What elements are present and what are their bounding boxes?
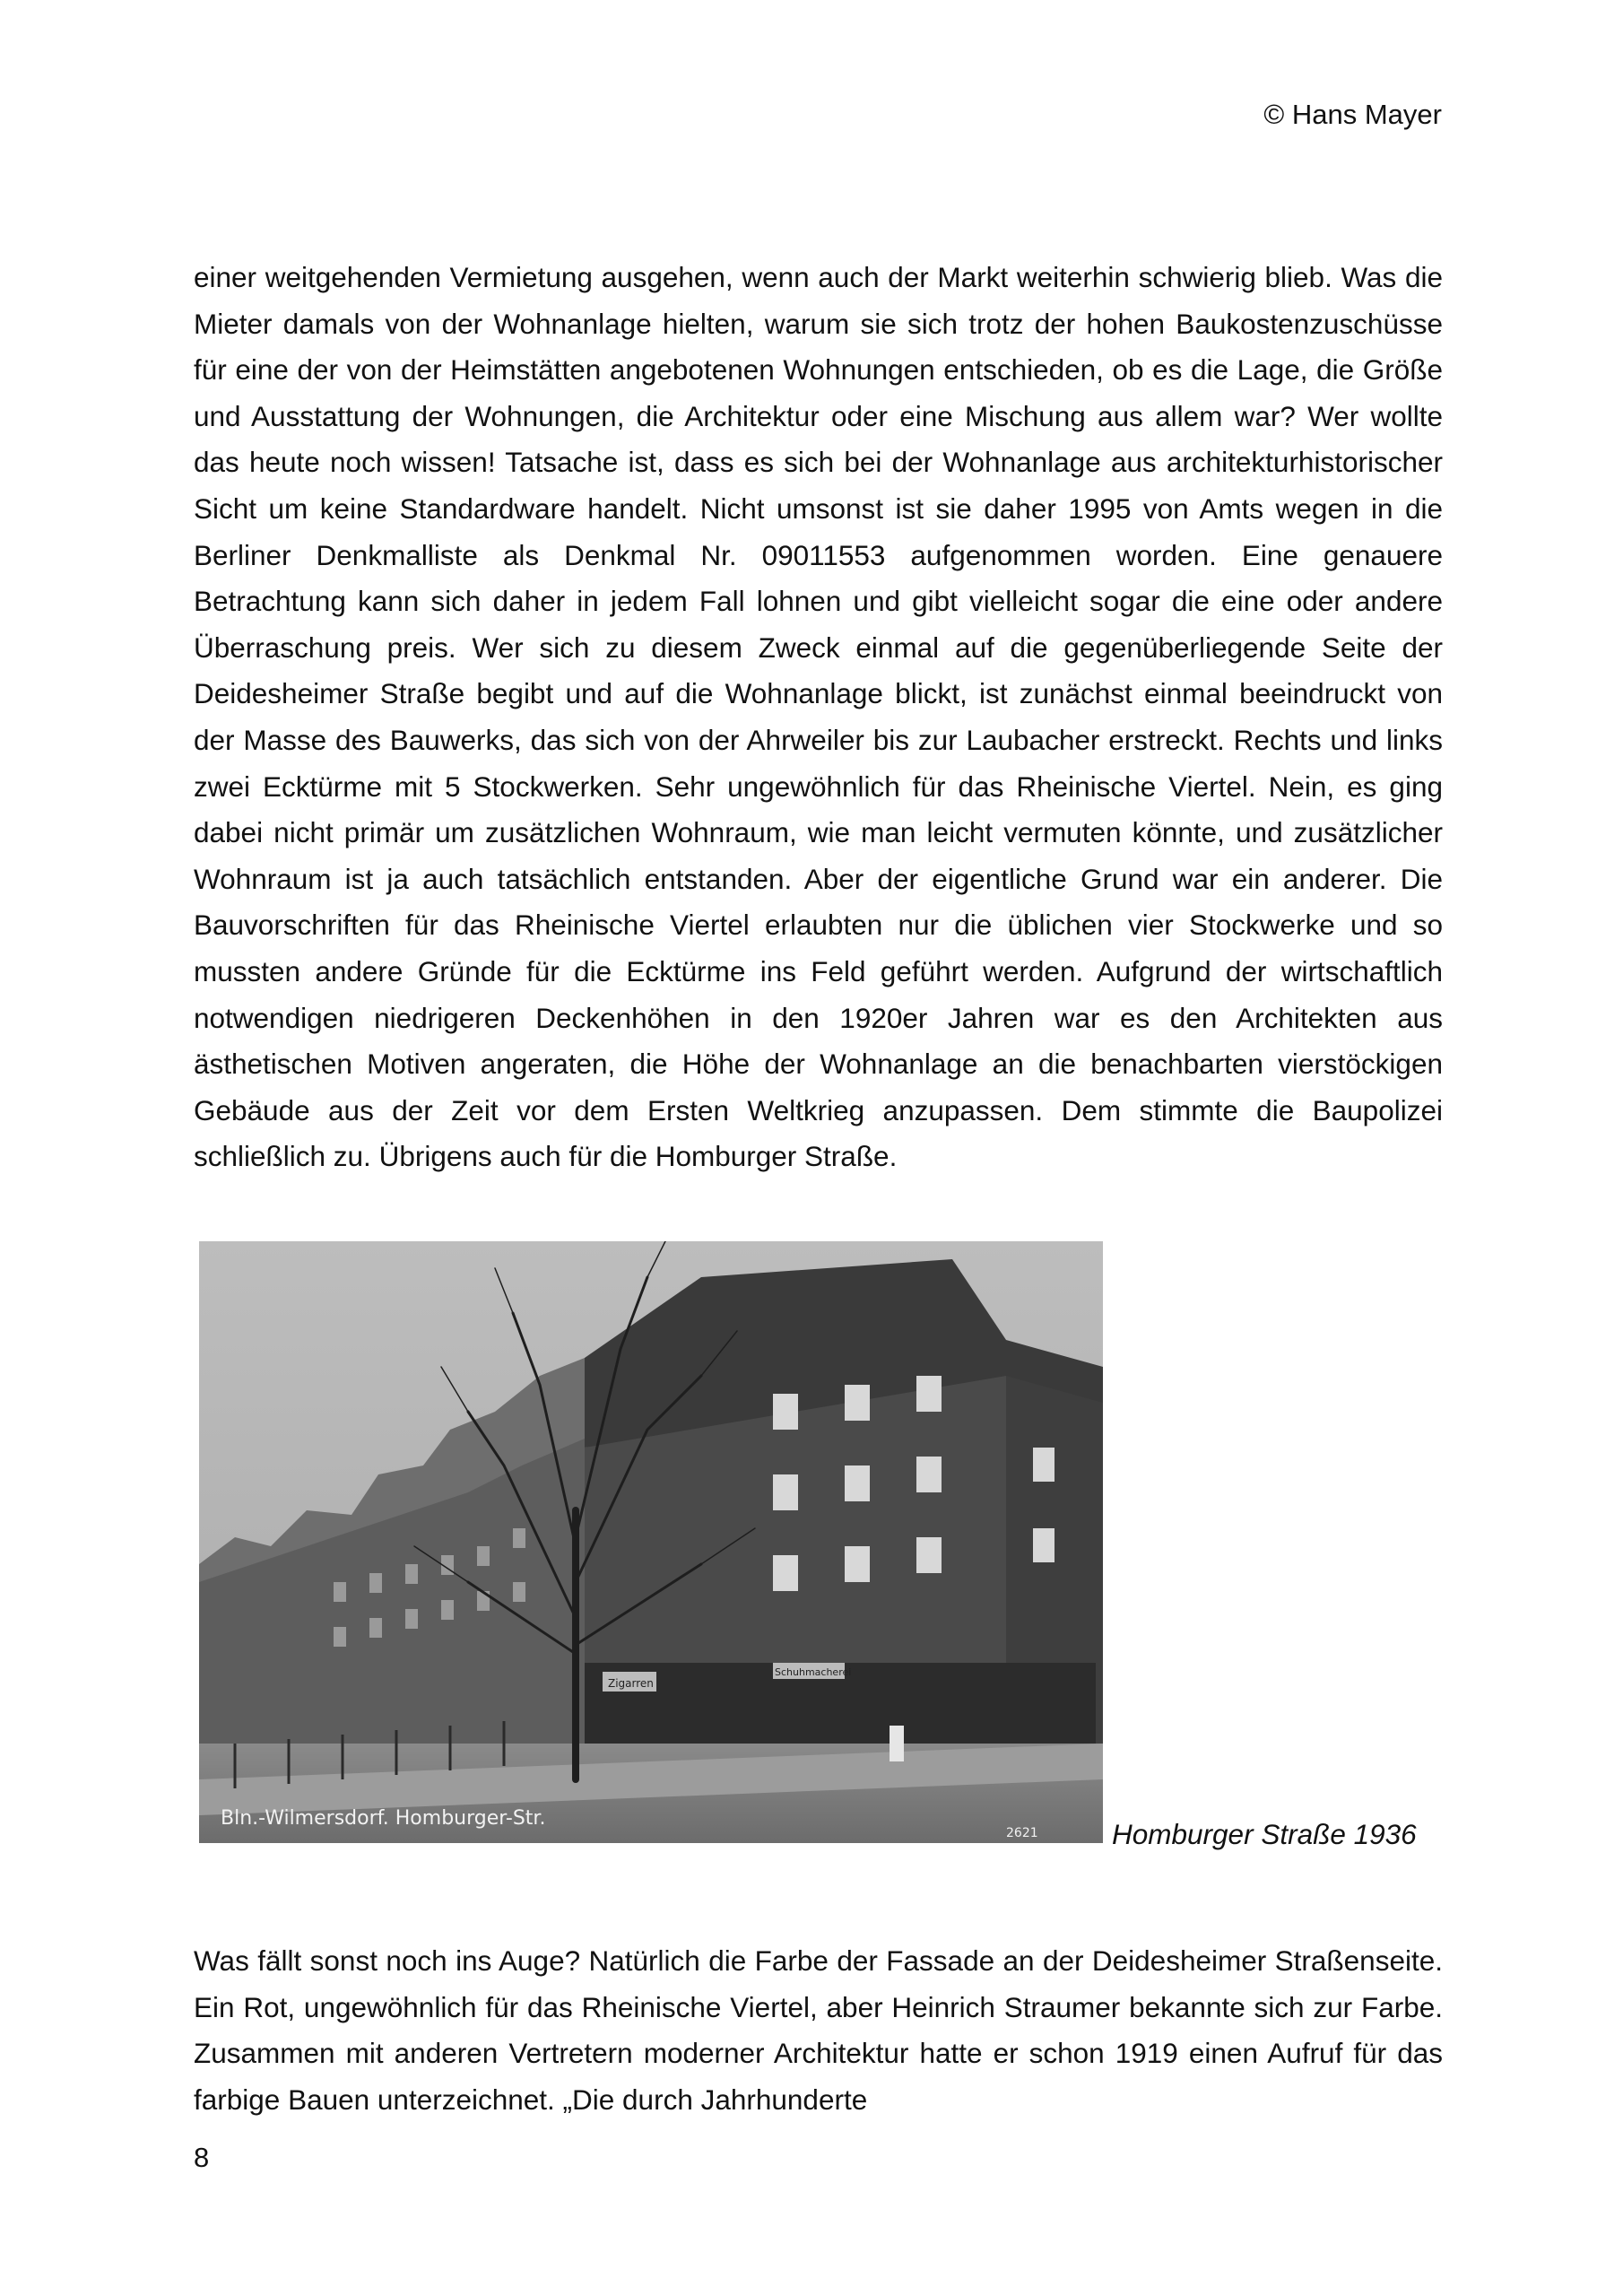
copyright-header: © Hans Mayer: [1263, 99, 1442, 130]
photo-label-number: 2621: [1006, 1826, 1038, 1840]
page-number: 8: [194, 2142, 210, 2173]
body-paragraph-1: einer weitgehenden Vermietung ausgehen, wenn auch der Markt weiterhin schwierig blieb. Was die Mieter damals von der Wohnanlage hielten, warum sie sich trotz der hohen Baukostenzuschüsse für eine der von der Heimstätten angebotenen Wohnungen entschieden, ob es die Lage, die Größe und Ausstattung der Wohnungen, die Architektur oder eine Mischung aus allem war? Wer wollte das heute noch wissen! Tatsache ist, dass es sich bei der Wohnanlage aus architekturhistorischer Sicht um keine Standardware handelt. Nicht umsonst ist sie daher 1995 von Amts wegen in die Berliner Denkmalliste als Denkmal Nr. 09011553 aufgenommen worden. Eine genauere Betrachtung kann sich daher in jedem Fall lohnen und gibt vielleicht sogar die eine oder andere Überraschung preis. Wer sich zu diesem Zweck einmal auf die gegenüberliegende Seite der Deidesheimer Straße begibt und auf die Wohnanlage blickt, ist zunächst einmal beeindruckt von der Masse des Bauwerks, das sich von der Ahrweiler bis zur Laubacher erstreckt. Rechts und links zwei Ecktürme mit 5 Stockwerken. Sehr ungewöhnlich für das Rheinische Viertel. Nein, es ging dabei nicht primär um zusätzlichen Wohnraum, wie man leicht vermuten könnte, und zusätzlicher Wohnraum ist ja auch tatsächlich entstanden. Aber der eigentliche Grund war ein anderer. Die Bauvorschriften für das Rheinische Viertel erlaubten nur die üblichen vier Stockwerke und so mussten andere Gründe für die Ecktürme ins Feld geführt werden. Aufgrund der wirtschaftlich notwendigen niedrigeren Deckenhöhen in den 1920er Jahren war es den Architekten aus ästhetischen Motiven angeraten, die Höhe der Wohnanlage an die benachbarten vierstöckigen Gebäude aus der Zeit vor dem Ersten Weltkrieg anzupassen. Dem stimmte die Baupolizei schließlich zu. Übrigens auch für die Homburger Straße.: [194, 261, 1443, 1173]
shop-sign-2: Schuhmacherei: [775, 1666, 852, 1678]
photo-caption: Homburger Straße 1936: [1112, 1818, 1417, 1850]
shop-sign-1: Zigarren: [608, 1677, 654, 1690]
body-paragraph-2: Was fällt sonst noch ins Auge? Natürlich die Farbe der Fassade an der Deidesheimer Straßenseite. Ein Rot, ungewöhnlich für das Rheinische Viertel, aber Heinrich Straumer bekannte sich zur Farbe. Zusammen mit anderen Vertretern moderner Architektur hatte er schon 1919 einen Aufruf für das farbige Bauen unterzeichnet. „Die durch Jahrhunderte: [194, 1944, 1443, 2116]
historic-photo: [199, 1241, 1103, 1843]
photo-label-location: Bln.-Wilmersdorf. Homburger-Str.: [221, 1807, 546, 1830]
